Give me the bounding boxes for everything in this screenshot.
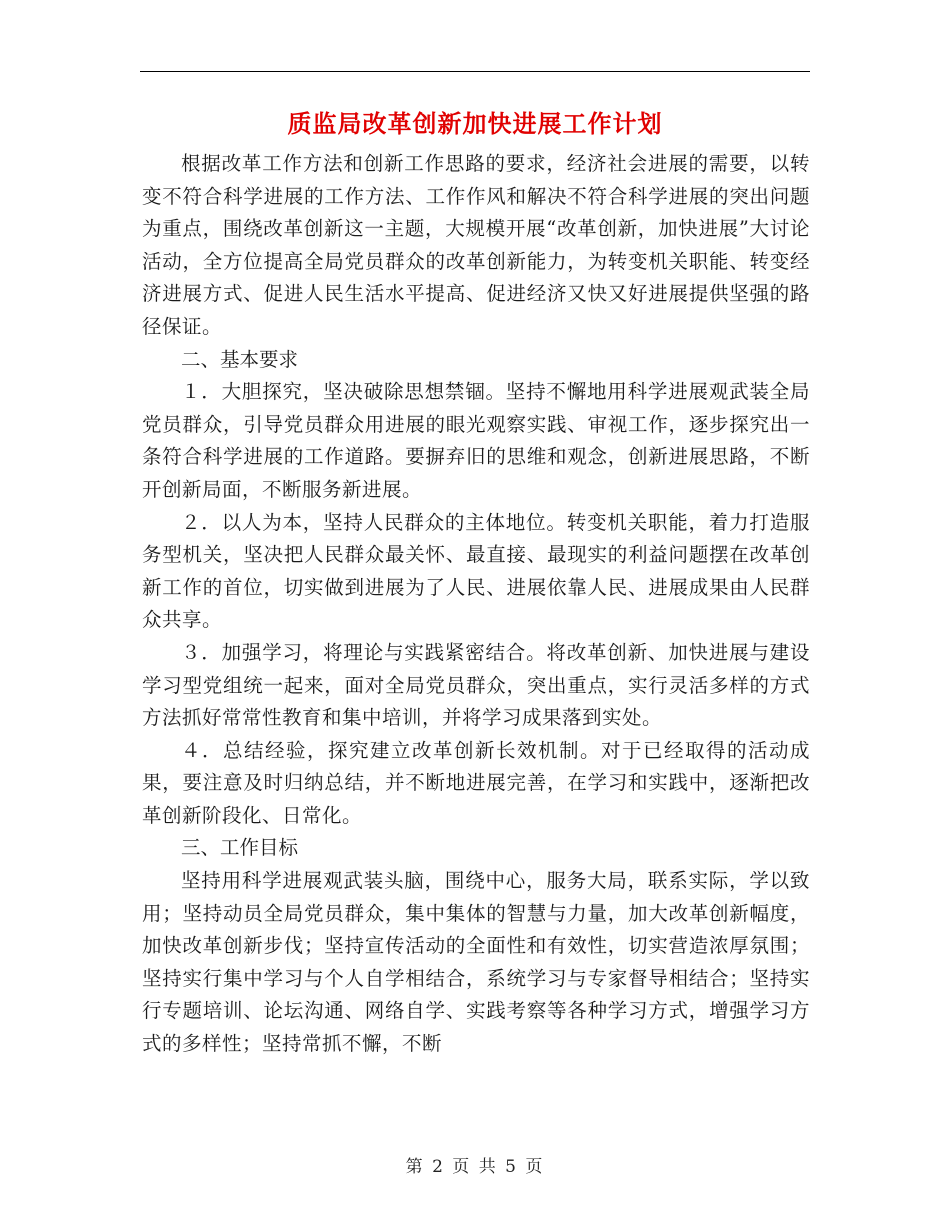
document-title: 质监局改革创新加快进展工作计划 bbox=[287, 109, 663, 138]
header-rule bbox=[140, 71, 810, 72]
page-number-footer: 第 2 页 共 5 页 bbox=[405, 1157, 545, 1177]
requirement-item-2: ２．以人为本，坚持人民群众的主体地位。转变机关职能，着力打造服务型机关，坚决把人民群众最关怀、最直接、最现实的利益问题摆在改革创新工作的首位，切实做到进展为了人民、进展依靠人民、进展成果由人民群众共享。 bbox=[142, 510, 810, 632]
document-body bbox=[142, 148, 810, 1061]
requirement-item-3: ３．加强学习，将理论与实践紧密结合。将改革创新、加快进展与建设学习型党组统一起来，面对全局党员群众，突出重点，实行灵活多样的方式方法抓好常常性教育和集中培训，并将学习成果落到实处。 bbox=[142, 640, 810, 730]
requirement-item-4: ４．总结经验，探究建立改革创新长效机制。对于已经取得的活动成果，要注意及时归纳总结，并不断地进展完善，在学习和实践中，逐渐把改革创新阶段化、日常化。 bbox=[142, 738, 810, 827]
intro-paragraph: 根据改革工作方法和创新工作思路的要求，经济社会进展的需要，以转变不符合科学进展的工作方法、工作作风和解决不符合科学进展的突出问题为重点，围绕改革创新这一主题，大规模开展“改革创新，加快进展”大讨论活动，全方位提高全局党员群众的改革创新能力，为转变机关职能、转变经济进展方式、促进人民生活水平提高、促进经济又快又好进展提供坚强的路径保证。 bbox=[142, 152, 810, 338]
requirement-item-1: １．大胆探究，坚决破除思想禁锢。坚持不懈地用科学进展观武装全局党员群众，引导党员群众用进展的眼光观察实践、审视工作，逐步探究出一条符合科学进展的工作道路。要摒弃旧的思维和观念，创新进展思路，不断开创新局面，不断服务新进展。 bbox=[142, 380, 810, 501]
section-heading-goals: 三、工作目标 bbox=[181, 836, 299, 860]
goals-paragraph: 坚持用科学进展观武装头脑，围绕中心，服务大局，联系实际，学以致用；坚持动员全局党员群众，集中集体的智慧与力量，加大改革创新幅度，加快改革创新步伐；坚持宣传活动的全面性和有效性，切实营造浓厚氛围；坚持实行集中学习与个人自学相结合，系统学习与专家督导相结合；坚持实行专题培训、论坛沟通、网络自学、实践考察等各种学习方式，增强学习方式的多样性；坚持常抓不懈，不断 bbox=[142, 869, 810, 1056]
section-heading-requirements: 二、基本要求 bbox=[181, 347, 299, 371]
